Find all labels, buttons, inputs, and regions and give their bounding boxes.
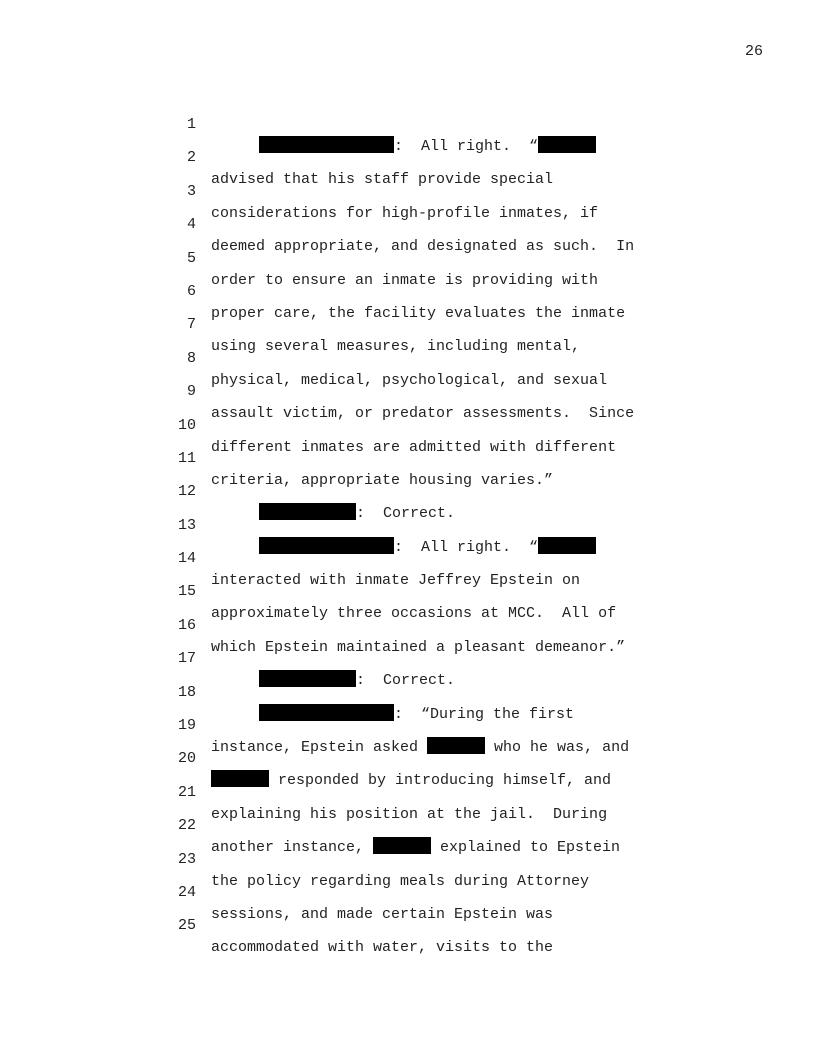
transcript-line [0, 159, 816, 222]
line-number: 13 [177, 516, 196, 534]
line-number: 23 [177, 850, 196, 868]
line-text: which Epstein maintained a pleasant demeanor.” [211, 638, 626, 656]
transcript-line [0, 726, 816, 790]
transcript-line [0, 660, 816, 723]
transcript-line [0, 559, 816, 623]
transcript-line [0, 259, 816, 322]
transcript-line [0, 459, 816, 523]
line-text: instance, Epstein asked who he was, and [211, 739, 630, 757]
transcript-line [0, 359, 816, 423]
transcript-line [0, 125, 816, 189]
line-number: 25 [177, 917, 196, 935]
line-text: : “During the first [211, 704, 574, 726]
line-number: 22 [177, 817, 196, 835]
transcript-line [0, 393, 816, 456]
line-number: 7 [186, 316, 196, 334]
line-text: approximately three occasions at MCC. All of [211, 605, 617, 623]
line-number: 11 [177, 449, 196, 467]
line-number: 4 [186, 216, 196, 234]
transcript-line [0, 693, 816, 757]
transcript-line [0, 292, 816, 356]
transcript-line [0, 893, 816, 957]
line-text: using several measures, including mental, [211, 338, 581, 356]
line-number: 17 [177, 650, 196, 668]
transcript-line [0, 526, 816, 590]
line-number: 6 [186, 282, 196, 300]
line-number: 14 [177, 550, 196, 568]
line-number: 2 [186, 149, 196, 167]
transcript-line [0, 827, 816, 890]
line-number: 20 [177, 750, 196, 768]
line-text: : Correct. [211, 503, 455, 525]
line-text: interacted with inmate Jeffrey Epstein on [211, 572, 581, 590]
line-number: 16 [177, 616, 196, 634]
transcript-body [0, 92, 816, 957]
line-text: criteria, appropriate housing varies.” [211, 471, 554, 489]
line-text: different inmates are admitted with different [211, 438, 617, 456]
line-text: : All right. “ [211, 136, 596, 158]
line-text: considerations for high-profile inmates, if [211, 204, 599, 222]
transcript-line [0, 426, 816, 489]
transcript-line [0, 326, 816, 389]
line-text: : All right. “ [211, 537, 596, 559]
transcript-line [0, 192, 816, 256]
line-number: 3 [186, 182, 196, 200]
line-text: assault victim, or predator assessments. Since [211, 405, 635, 423]
page-number: 26 [744, 43, 763, 60]
line-text: advised that his staff provide special [211, 171, 554, 189]
line-text: order to ensure an inmate is providing with [211, 271, 599, 289]
line-number: 1 [186, 116, 196, 133]
transcript-line [0, 860, 816, 923]
line-text: the policy regarding meals during Attorney [211, 872, 590, 890]
line-number: 24 [177, 883, 196, 901]
line-text: deemed appropriate, and designated as such. In [211, 238, 635, 256]
line-text: another instance, explained to Epstein [211, 839, 621, 857]
line-number: 18 [177, 683, 196, 701]
transcript-line [0, 593, 816, 656]
line-number: 10 [177, 416, 196, 434]
line-text: proper care, the facility evaluates the inmate [211, 304, 626, 322]
transcript-line [0, 92, 816, 155]
line-text: accommodated with water, visits to the [211, 939, 554, 957]
line-number: 12 [177, 483, 196, 501]
transcript-line [0, 793, 816, 857]
transcript-line [0, 760, 816, 823]
transcript-line [0, 226, 816, 289]
line-text: explaining his position at the jail. During [211, 805, 608, 823]
transcript-line [0, 493, 816, 556]
line-number: 5 [186, 249, 196, 267]
line-number: 8 [186, 349, 196, 367]
line-text: sessions, and made certain Epstein was [211, 905, 554, 923]
line-number: 15 [177, 583, 196, 601]
line-text: physical, medical, psychological, and sexual [211, 371, 608, 389]
transcript-line [0, 626, 816, 690]
line-text: : Correct. [211, 670, 455, 692]
line-number: 19 [177, 717, 196, 735]
line-number: 21 [177, 783, 196, 801]
line-number: 9 [186, 383, 196, 401]
line-text: responded by introducing himself, and [211, 770, 611, 792]
